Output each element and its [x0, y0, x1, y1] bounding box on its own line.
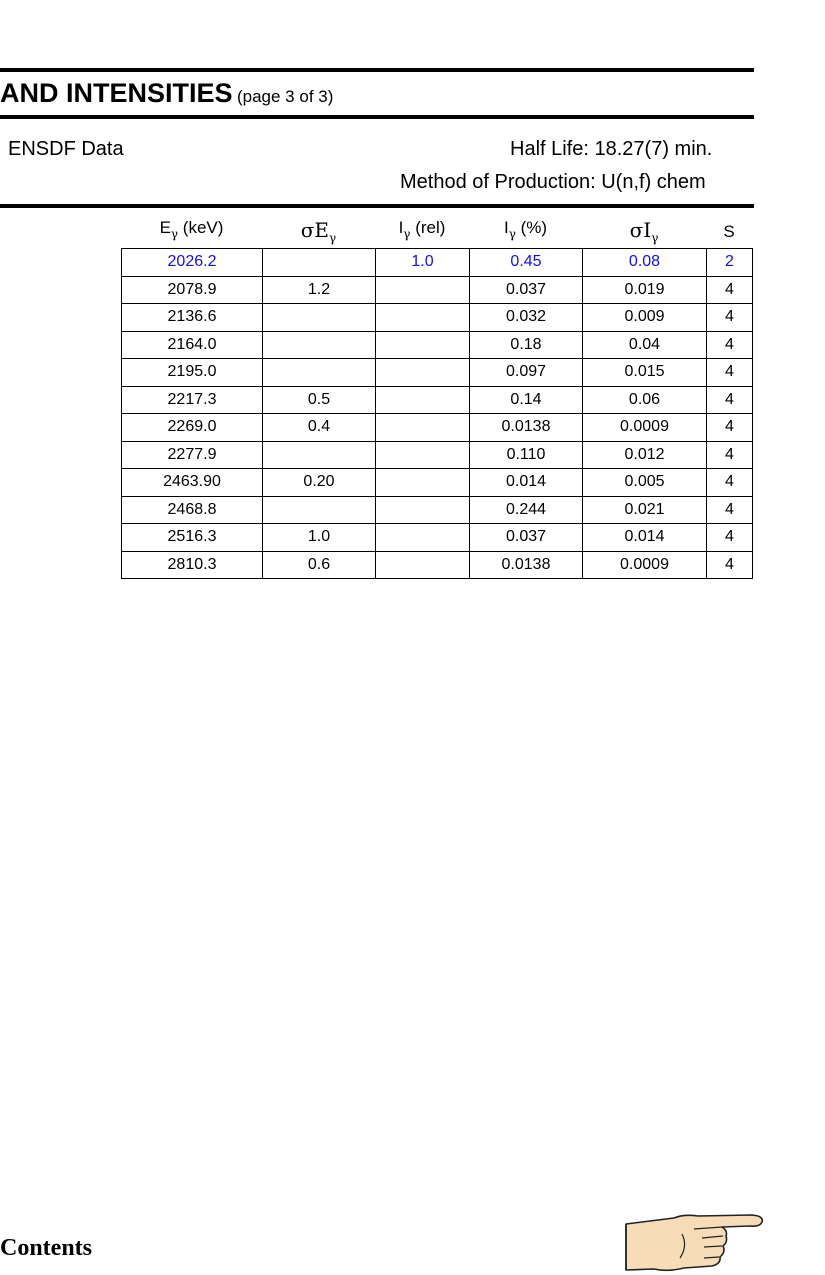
cell-s-flag: 4: [707, 359, 753, 387]
cell-sigma-energy: 0.5: [263, 386, 376, 414]
table-row: [122, 386, 753, 414]
cell-energy: 2810.3: [122, 551, 263, 579]
cell-energy: 2468.8: [122, 496, 263, 524]
cell-s-flag: 4: [707, 386, 753, 414]
cell-energy: 2516.3: [122, 524, 263, 552]
cell-sigma-intensity: 0.015: [583, 359, 707, 387]
cell-intensity-rel: [376, 469, 470, 497]
cell-intensity-rel: 1.0: [376, 249, 470, 277]
cell-sigma-intensity: 0.06: [583, 386, 707, 414]
cell-intensity-pct: 0.032: [470, 304, 583, 332]
cell-energy: 2269.0: [122, 414, 263, 442]
cell-sigma-intensity: 0.014: [583, 524, 707, 552]
table-row: [122, 359, 753, 387]
cell-sigma-energy: [263, 496, 376, 524]
table-row: [122, 524, 753, 552]
cell-intensity-rel: [376, 496, 470, 524]
top-rule: [0, 68, 754, 72]
cell-sigma-energy: 0.20: [263, 469, 376, 497]
cell-intensity-rel: [376, 276, 470, 304]
cell-energy: 2026.2: [122, 249, 263, 277]
cell-s-flag: 4: [707, 496, 753, 524]
header-energy: $E_\gamma$ (keV): [159, 218, 224, 241]
header-intensity-rel: $I_\gamma$ (rel): [398, 218, 446, 241]
cell-sigma-intensity: 0.08: [583, 249, 707, 277]
table-row: [122, 304, 753, 332]
cell-intensity-pct: 0.110: [470, 441, 583, 469]
cell-sigma-intensity: 0.0009: [583, 551, 707, 579]
table-row: [122, 249, 753, 277]
table-row: [122, 414, 753, 442]
cell-energy: 2136.6: [122, 304, 263, 332]
table-row: [122, 469, 753, 497]
cell-intensity-pct: 0.0138: [470, 414, 583, 442]
table-row: [122, 441, 753, 469]
cell-sigma-energy: [263, 331, 376, 359]
cell-s-flag: 4: [707, 551, 753, 579]
half-life: Half Life: 18.27(7) min.: [510, 138, 713, 160]
table-row: [122, 496, 753, 524]
cell-intensity-pct: 0.0138: [470, 551, 583, 579]
data-source: ENSDF Data: [8, 138, 124, 160]
cell-sigma-intensity: 0.005: [583, 469, 707, 497]
cell-s-flag: 2: [707, 249, 753, 277]
cell-sigma-energy: [263, 359, 376, 387]
header-s: S: [723, 222, 735, 241]
cell-sigma-energy: [263, 304, 376, 332]
page-title: [0, 78, 333, 112]
cell-intensity-pct: 0.244: [470, 496, 583, 524]
cell-sigma-intensity: 0.009: [583, 304, 707, 332]
cell-intensity-pct: 0.014: [470, 469, 583, 497]
cell-intensity-pct: 0.097: [470, 359, 583, 387]
pointing-hand-icon[interactable]: [624, 1212, 766, 1274]
table-row: [122, 331, 753, 359]
table-row: [122, 276, 753, 304]
cell-energy: 2164.0: [122, 331, 263, 359]
cell-s-flag: 4: [707, 276, 753, 304]
title-rule: [0, 115, 754, 119]
section-rule: [0, 204, 754, 208]
header-intensity-pct: $I_\gamma$ (%): [503, 218, 548, 241]
production-method: Method of Production: U(n,f) chem: [400, 171, 706, 193]
cell-intensity-rel: [376, 551, 470, 579]
title-page-indicator: (page 3 of 3): [236, 87, 334, 106]
cell-sigma-energy: [263, 441, 376, 469]
cell-intensity-rel: [376, 386, 470, 414]
header-sigma-intensity: $\sigma I_\gamma$: [629, 218, 659, 245]
cell-sigma-energy: 1.0: [263, 524, 376, 552]
cell-s-flag: 4: [707, 469, 753, 497]
cell-energy: 2195.0: [122, 359, 263, 387]
cell-intensity-rel: [376, 441, 470, 469]
cell-energy: 2078.9: [122, 276, 263, 304]
cell-intensity-rel: [376, 331, 470, 359]
cell-intensity-rel: [376, 304, 470, 332]
gamma-energies-table: [121, 248, 753, 579]
cell-intensity-pct: 0.037: [470, 524, 583, 552]
table-row: [122, 551, 753, 579]
cell-energy: 2277.9: [122, 441, 263, 469]
cell-intensity-pct: 0.14: [470, 386, 583, 414]
cell-sigma-intensity: 0.019: [583, 276, 707, 304]
cell-intensity-rel: [376, 414, 470, 442]
cell-sigma-energy: 1.2: [263, 276, 376, 304]
cell-energy: 2463.90: [122, 469, 263, 497]
cell-energy: 2217.3: [122, 386, 263, 414]
cell-sigma-intensity: 0.021: [583, 496, 707, 524]
cell-s-flag: 4: [707, 331, 753, 359]
cell-sigma-energy: [263, 249, 376, 277]
header-sigma-energy: $\sigma E_\gamma$: [300, 218, 337, 245]
cell-s-flag: 4: [707, 414, 753, 442]
cell-sigma-intensity: 0.04: [583, 331, 707, 359]
cell-sigma-intensity: 0.012: [583, 441, 707, 469]
cell-sigma-energy: 0.6: [263, 551, 376, 579]
contents-link[interactable]: Contents: [0, 1235, 93, 1261]
cell-intensity-pct: 0.037: [470, 276, 583, 304]
cell-intensity-rel: [376, 359, 470, 387]
cell-sigma-energy: 0.4: [263, 414, 376, 442]
title-main: AND INTENSITIES: [0, 78, 233, 108]
cell-sigma-intensity: 0.0009: [583, 414, 707, 442]
cell-s-flag: 4: [707, 304, 753, 332]
cell-intensity-rel: [376, 524, 470, 552]
cell-intensity-pct: 0.45: [470, 249, 583, 277]
cell-intensity-pct: 0.18: [470, 331, 583, 359]
cell-s-flag: 4: [707, 441, 753, 469]
cell-s-flag: 4: [707, 524, 753, 552]
